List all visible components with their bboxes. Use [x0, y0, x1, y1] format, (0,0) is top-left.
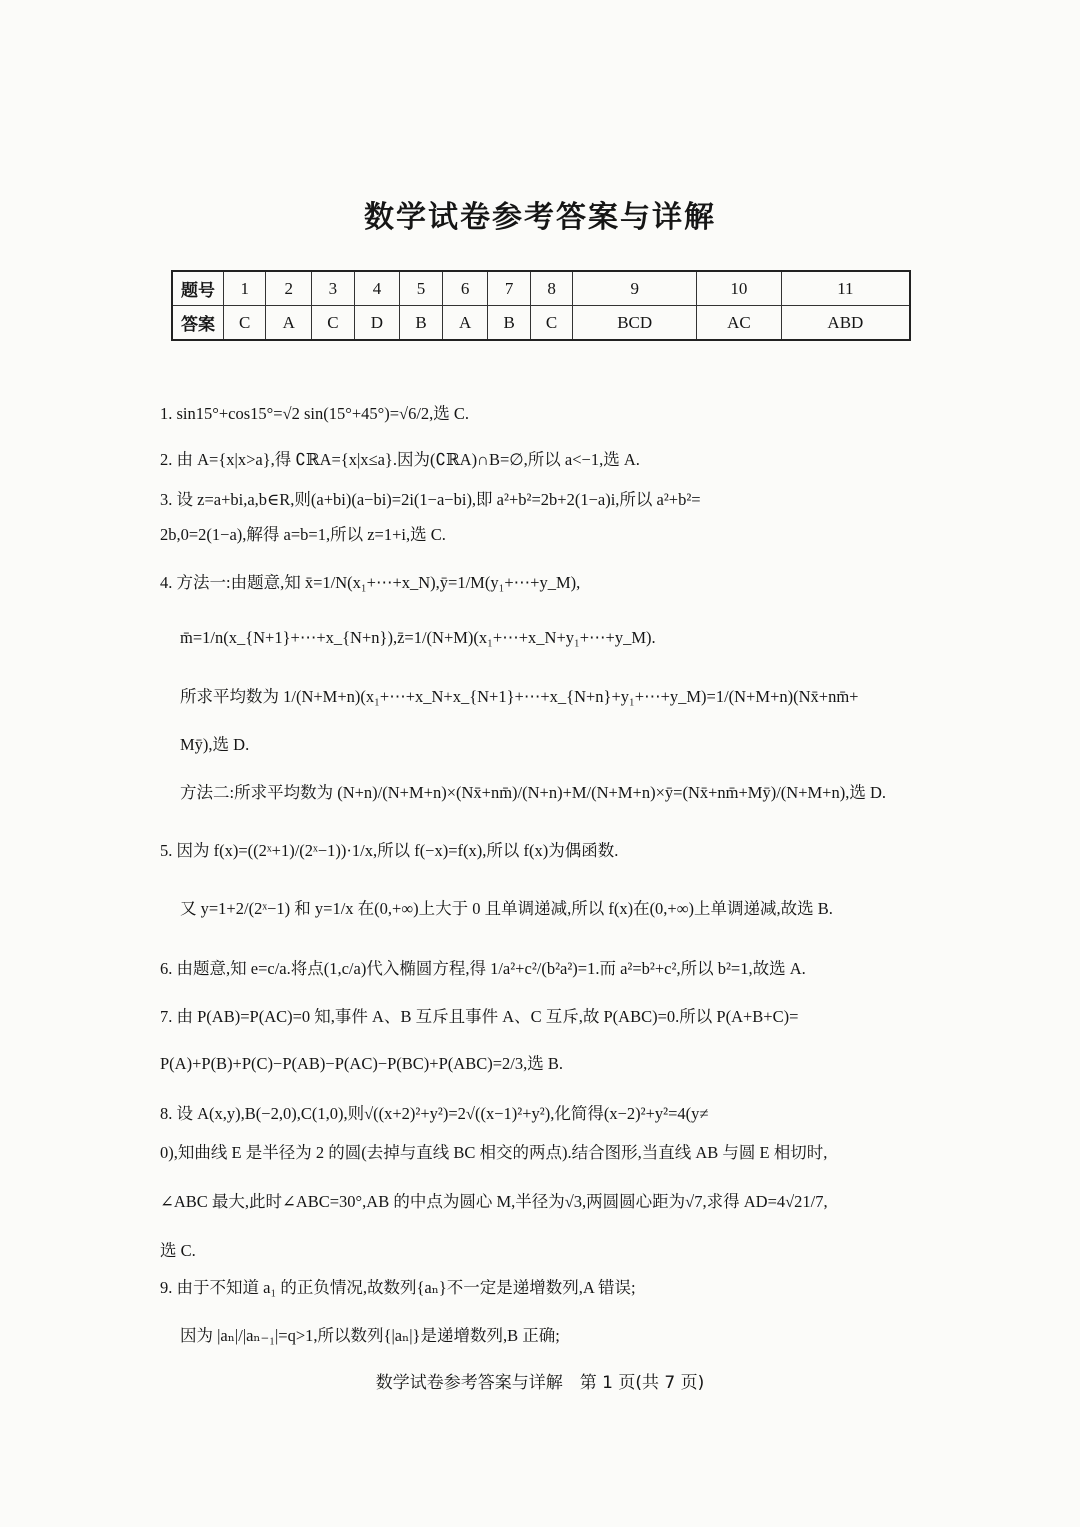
answer-table: [171, 270, 911, 341]
cell-number: 7: [488, 271, 530, 306]
cell-answer: C: [312, 306, 354, 341]
row-header-number: 题号: [172, 271, 224, 306]
cell-answer: D: [354, 306, 400, 341]
cell-number: 2: [266, 271, 312, 306]
cell-number: 9: [573, 271, 697, 306]
cell-answer: B: [488, 306, 530, 341]
solution-line: 4. 方法一:由题意,知 x̄=1/N(x₁+⋯+x_N),ȳ=1/M(y₁+⋯+y_M),: [160, 573, 581, 592]
answer-row: [172, 306, 910, 341]
row-header-answer: 答案: [172, 306, 224, 341]
cell-number: 4: [354, 271, 400, 306]
solution-line: 又 y=1+2/(2ˣ−1) 和 y=1/x 在(0,+∞)上大于 0 且单调递减,所以 f(x)在(0,+∞)上单调递减,故选 B.: [180, 899, 833, 918]
question-number-row: [172, 271, 910, 306]
solution-line: 2b,0=2(1−a),解得 a=b=1,所以 z=1+i,选 C.: [160, 525, 446, 544]
solution-line: 6. 由题意,知 e=c/a.将点(1,c/a)代入椭圆方程,得 1/a²+c²/(b²a²)=1.而 a²=b²+c²,所以 b²=1,故选 A.: [160, 959, 806, 978]
solution-line: 9. 由于不知道 a₁ 的正负情况,故数列{aₙ}不一定是递增数列,A 错误;: [160, 1278, 636, 1297]
cell-answer: A: [442, 306, 488, 341]
cell-number: 8: [530, 271, 572, 306]
cell-number: 5: [400, 271, 442, 306]
solution-line: P(A)+P(B)+P(C)−P(AB)−P(AC)−P(BC)+P(ABC)=2/3,选 B.: [160, 1054, 563, 1073]
solution-line: 7. 由 P(AB)=P(AC)=0 知,事件 A、B 互斥且事件 A、C 互斥,故 P(ABC)=0.所以 P(A+B+C)=: [160, 1007, 799, 1026]
cell-number: 1: [224, 271, 266, 306]
cell-number: 6: [442, 271, 488, 306]
cell-answer: AC: [697, 306, 782, 341]
solution-line: ∠ABC 最大,此时∠ABC=30°,AB 的中点为圆心 M,半径为√3,两圆圆心距为√7,求得 AD=4√21/7,: [160, 1192, 828, 1211]
solution-line: 1. sin15°+cos15°=√2 sin(15°+45°)=√6/2,选 C.: [160, 404, 470, 423]
solution-line: 方法二:所求平均数为 (N+n)/(N+M+n)×(Nx̄+nm̄)/(N+n)+M/(N+M+n)×ȳ=(Nx̄+nm̄+Mȳ)/(N+M+n),选 D.: [180, 783, 887, 802]
solution-line: 选 C.: [160, 1241, 196, 1260]
cell-answer: C: [530, 306, 572, 341]
solution-line: 0),知曲线 E 是半径为 2 的圆(去掉与直线 BC 相交的两点).结合图形,当直线 AB 与圆 E 相切时,: [160, 1143, 828, 1162]
cell-answer: BCD: [573, 306, 697, 341]
cell-answer: A: [266, 306, 312, 341]
solution-line: 因为 |aₙ|/|aₙ₋₁|=q>1,所以数列{|aₙ|}是递增数列,B 正确;: [180, 1326, 560, 1345]
page-title: 数学试卷参考答案与详解: [364, 200, 716, 235]
solution-line: 2. 由 A={x|x>a},得 ∁ℝA={x|x≤a}.因为(∁ℝA)∩B=∅,所以 a<−1,选 A.: [160, 450, 640, 469]
cell-number: 11: [781, 271, 910, 306]
cell-answer: B: [400, 306, 442, 341]
solution-line: m̄=1/n(x_{N+1}+⋯+x_{N+n}),z̄=1/(N+M)(x₁+⋯+x_N+y₁+⋯+y_M).: [180, 628, 656, 647]
solution-line: 3. 设 z=a+bi,a,b∈R,则(a+bi)(a−bi)=2i(1−a−bi),即 a²+b²=2b+2(1−a)i,所以 a²+b²=: [160, 490, 701, 509]
solution-line: 所求平均数为 1/(N+M+n)(x₁+⋯+x_N+x_{N+1}+⋯+x_{N+n}+y₁+⋯+y_M)=1/(N+M+n)(Nx̄+nm̄+: [180, 687, 859, 706]
cell-number: 10: [697, 271, 782, 306]
page-footer: 数学试卷参考答案与详解 第 1 页(共 7 页): [375, 1373, 705, 1393]
solution-line: Mȳ),选 D.: [180, 735, 250, 754]
solution-line: 8. 设 A(x,y),B(−2,0),C(1,0),则√((x+2)²+y²)=2√((x−1)²+y²),化简得(x−2)²+y²=4(y≠: [160, 1104, 709, 1123]
solution-line: 5. 因为 f(x)=((2ˣ+1)/(2ˣ−1))·1/x,所以 f(−x)=f(x),所以 f(x)为偶函数.: [160, 841, 619, 860]
cell-answer: ABD: [781, 306, 910, 341]
cell-number: 3: [312, 271, 354, 306]
cell-answer: C: [224, 306, 266, 341]
